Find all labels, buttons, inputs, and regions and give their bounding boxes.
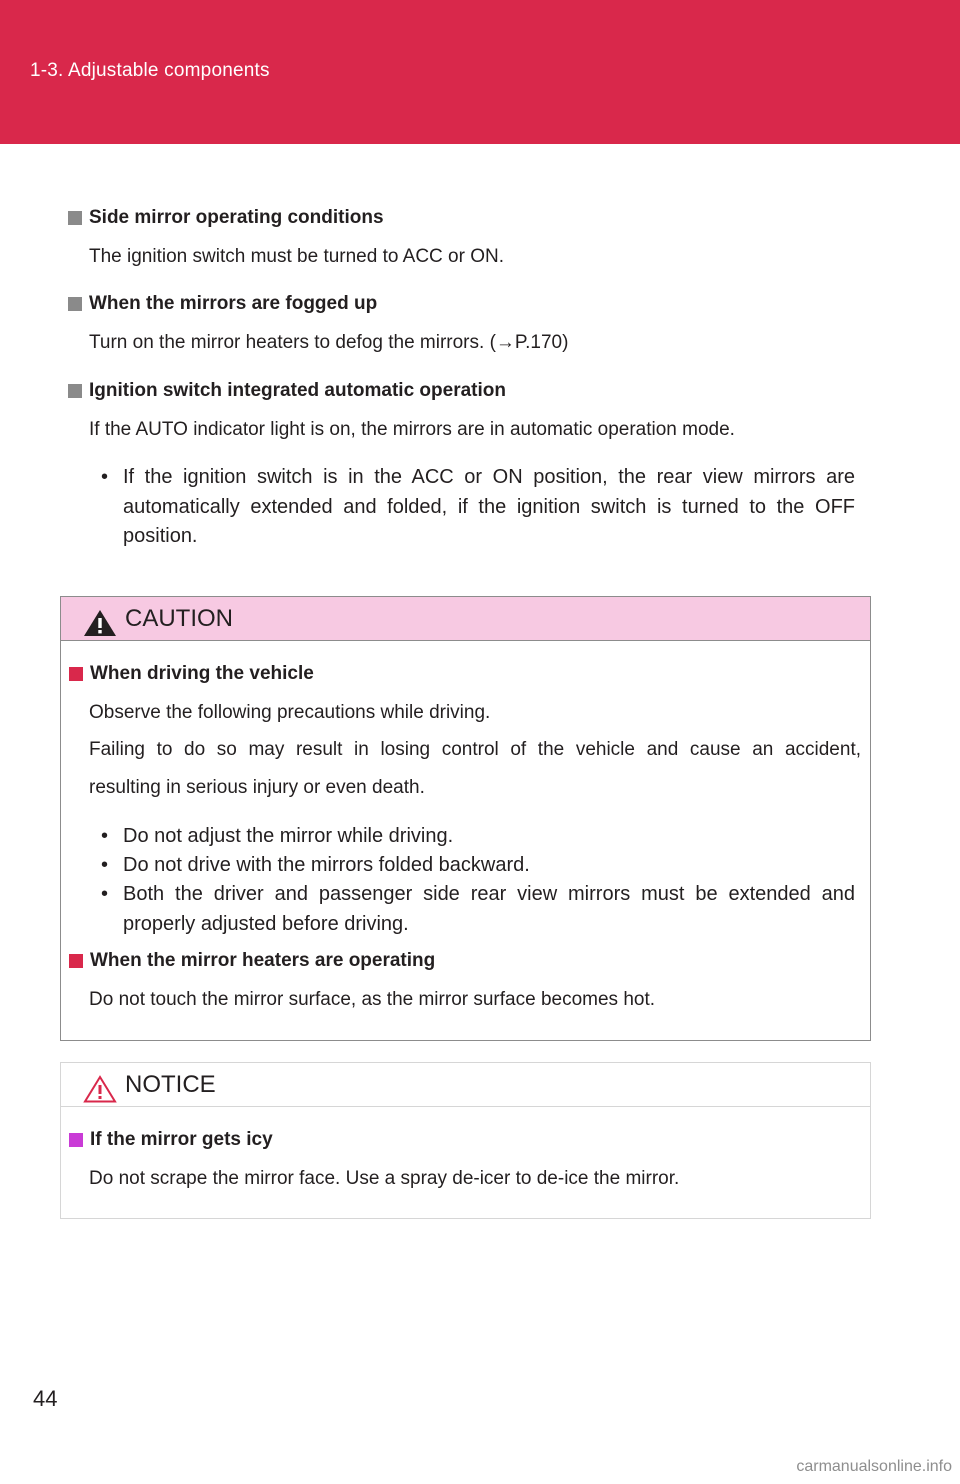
square-bullet-icon [68, 384, 82, 398]
caution-title-heaters: When the mirror heaters are operating [69, 950, 435, 972]
caution-text-line: resulting in serious injury or even death. [89, 777, 425, 798]
section-text-auto-operation: If the AUTO indicator light is on, the mirrors are in automatic operation mode. [89, 419, 735, 440]
notice-text-line: Do not scrape the mirror face. Use a spray de-icer to de-ice the mirror. [89, 1168, 680, 1189]
caution-label: CAUTION [125, 605, 233, 632]
square-bullet-icon [69, 1133, 83, 1147]
caution-box [60, 596, 871, 1041]
notice-box [60, 1062, 871, 1219]
caution-text-line: Failing to do so may result in losing control of the vehicle and cause an accident, [89, 739, 861, 760]
warning-triangle-icon [83, 609, 117, 637]
caution-text-line: Observe the following precautions while driving. [89, 702, 491, 723]
bullet-dot-icon: • [101, 883, 109, 905]
square-bullet-icon [69, 667, 83, 681]
page-number: 44 [33, 1386, 58, 1411]
chapter-title: 1-3. Adjustable components [30, 60, 270, 81]
caution-title-driving: When driving the vehicle [69, 663, 314, 685]
caution-bullet: • Both the driver and passenger side rear view mirrors must be extended and properly adjusted before driving. [101, 880, 855, 939]
caution-header [61, 597, 870, 641]
watermark: carmanualsonline.info [796, 1458, 952, 1475]
square-bullet-icon [69, 954, 83, 968]
notice-header [61, 1063, 870, 1107]
square-bullet-icon [68, 297, 82, 311]
warning-triangle-outline-icon [83, 1075, 117, 1103]
section-title-side-mirror-conditions: Side mirror operating conditions [68, 207, 384, 229]
auto-operation-bullet: • If the ignition switch is in the ACC or ON position, the rear view mirrors are automatically extended and folded, if the ignition switch is turned to the OFF position. [101, 463, 855, 552]
square-bullet-icon [68, 211, 82, 225]
bullet-dot-icon: • [101, 825, 109, 847]
section-text-side-mirror-conditions: The ignition switch must be turned to ACC or ON. [89, 246, 505, 267]
caution-text-line: Do not touch the mirror surface, as the mirror surface becomes hot. [89, 989, 656, 1010]
caution-bullet: • Do not adjust the mirror while driving. [101, 822, 855, 852]
notice-label: NOTICE [125, 1071, 216, 1098]
bullet-dot-icon: • [101, 854, 109, 876]
section-title-mirrors-fogged: When the mirrors are fogged up [68, 293, 377, 315]
bullet-dot-icon: • [101, 466, 109, 488]
notice-title-icy: If the mirror gets icy [69, 1129, 273, 1151]
section-text-mirrors-fogged: Turn on the mirror heaters to defog the mirrors. (→P.170) [89, 332, 569, 353]
chapter-header [0, 0, 960, 144]
section-title-auto-operation: Ignition switch integrated automatic operation [68, 380, 506, 402]
caution-bullet: • Do not drive with the mirrors folded backward. [101, 851, 855, 881]
